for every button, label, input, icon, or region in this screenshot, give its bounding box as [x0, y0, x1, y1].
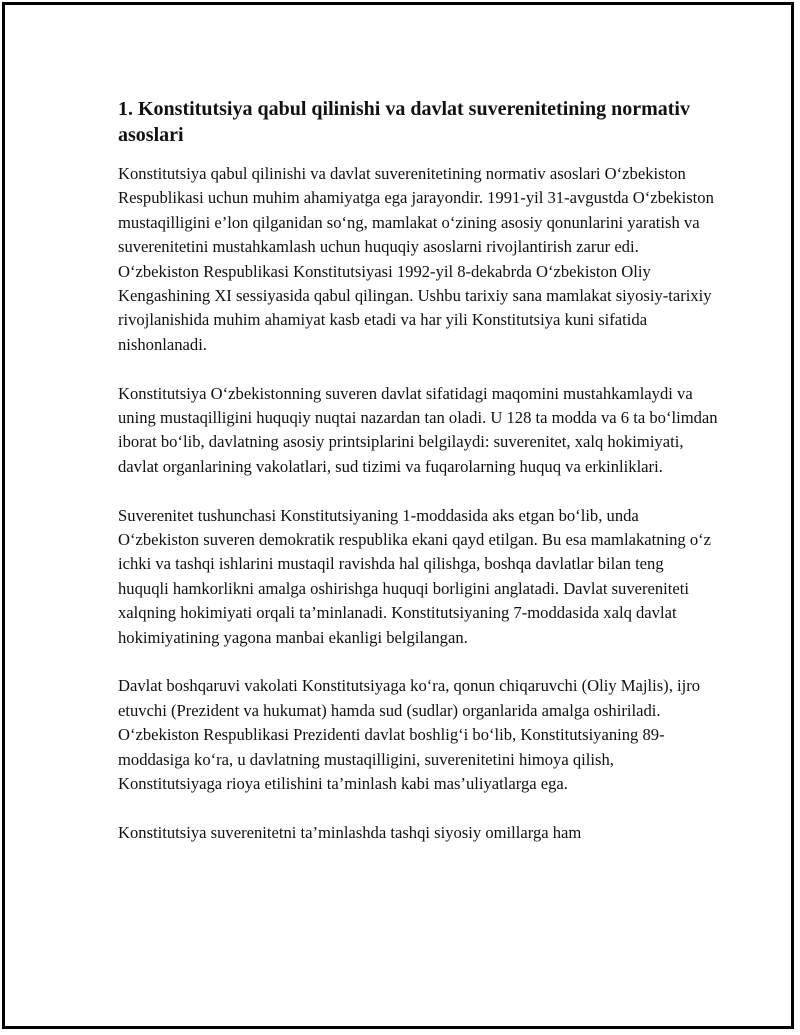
paragraph-5: Konstitutsiya suverenitetni ta’minlashda tashqi siyosiy omillarga ham	[118, 822, 582, 842]
document-content	[118, 96, 718, 845]
paragraph-2: Konstitutsiya O‘zbekistonning suveren davlat sifatidagi maqomini mustahkamlaydi va uning mustaqilligini huquqiy nuqtai nazardan tan oladi. U 128 ta modda va 6 ta bo‘limdan iborat bo‘lib, davlatning asosiy printsiplarini belgilaydi: suverenitet, xalq hokimiyati, davlat organlarining vakolatlari, sud tizimi va fuqarolarning huquq va erkinliklari.	[118, 383, 718, 476]
paragraph-3: Suverenitet tushunchasi Konstitutsiyaning 1-moddasida aks etgan bo‘lib, unda O‘zbekiston suveren demokratik respublika ekani qayd etilgan. Bu esa mamlakatning o‘z ichki va tashqi ishlarini mustaqil ravishda hal qilishga, boshqa davlatlar bilan teng huquqli hamkorlikni amalga oshirishga huquqi borligini anglatadi. Davlat suvereniteti xalqning hokimiyati orqali ta’minlanadi. Konstitutsiyaning 7-moddasida xalq davlat hokimiyatining yagona manbai ekanligi belgilangan.	[118, 505, 712, 647]
paragraph-4: Davlat boshqaruvi vakolati Konstitutsiyaga ko‘ra, qonun chiqaruvchi (Oliy Majlis), ijro etuvchi (Prezident va hukumat) hamda sud (sudlar) organlarida amalga oshiriladi. O‘zbekiston Respublikasi Prezidenti davlat boshlig‘i bo‘lib, Konstitutsiyaning 89-moddasiga ko‘ra, u davlatning mustaqilligini, suverenitetini himoya qilish, Konstitutsiyaga rioya etilishini ta’minlash kabi mas’uliyatlarga ega.	[118, 676, 701, 794]
section-title: 1. Konstitutsiya qabul qilinishi va davlat suverenitetining normativ asoslari	[118, 98, 690, 146]
paragraph-1: Konstitutsiya qabul qilinishi va davlat suverenitetining normativ asoslari O‘zbekiston Respublikasi uchun muhim ahamiyatga ega jarayondir. 1991-yil 31-avgustda O‘zbekiston mustaqilligini e’lon qilganidan so‘ng, mamlakat o‘zining asosiy qonunlarini yaratish va suverenitetini mustahkamlash uchun huquqiy asoslarni rivojlantirish zarur edi. O‘zbekiston Respublikasi Konstitutsiyasi 1992-yil 8-dekabrda O‘zbekiston Oliy Kengashining XI sessiyasida qabul qilingan. Ushbu tarixiy sana mamlakat siyosiy-tarixiy rivojlanishida muhim ahamiyat kasb etadi va har yili Konstitutsiya kuni sifatida nishonlanadi.	[118, 164, 714, 354]
